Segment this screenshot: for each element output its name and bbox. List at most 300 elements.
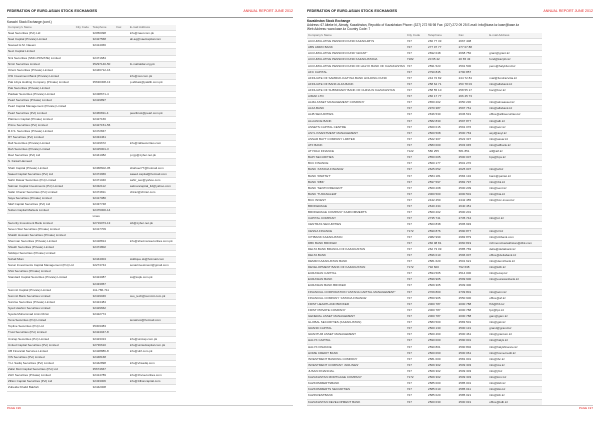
table-cell: 32427166 [92, 116, 116, 122]
left-footer-rule [7, 405, 293, 406]
table-cell: Nael Capital (Private) Limited [7, 37, 75, 43]
table-cell: 32418814 [92, 238, 116, 244]
table-cell: Rafi Securities (Private) Limited [7, 141, 75, 147]
table-cell: 2581 001 [458, 356, 489, 362]
table-cell: 727 [406, 179, 427, 185]
table-cell: Next Capital Limited [7, 49, 75, 55]
table-cell: 2667 408 [458, 39, 489, 45]
table-cell: Topline Securities (Pvt) Ltd [7, 324, 75, 330]
column-header: E-mail Address [488, 33, 542, 39]
table-cell: 727 [406, 362, 427, 368]
table-cell: info@cf.kz [488, 228, 542, 234]
table-cell: info@rbk.kz [488, 179, 542, 185]
table-cell: 32424047-8 [92, 330, 116, 336]
table-cell: 2585 021 [458, 393, 489, 399]
table-cell: Zubeida Khalid Bakhsh [7, 385, 75, 391]
table-cell: pens@halykfund.kz [488, 63, 542, 69]
table-cell: 277 07 88 [458, 45, 489, 51]
table-cell: info@bcc-invest.kz [488, 197, 542, 203]
table-cell: KAZKOMMERTSBANK [307, 381, 406, 387]
table-cell: 2442 455 [458, 197, 489, 203]
table-cell: 32417080 [92, 196, 116, 202]
table-cell: info@assar.kz [488, 136, 542, 142]
table-cell: ALFA BANK [307, 106, 406, 112]
table-cell: 258 55 10 [427, 87, 458, 93]
table-cell: 2442 450 [427, 197, 458, 203]
table-cell: 727 [406, 350, 427, 356]
table-cell: 2000 787 [427, 307, 458, 313]
column-header: E-mail Address [129, 25, 176, 31]
table-cell: 727 [406, 320, 427, 326]
table-cell: JUSAN FINANCIAL [307, 369, 406, 375]
table-cell: office@deltabank.kz [488, 252, 542, 258]
table-cell: 258 55 17 [458, 87, 489, 93]
table-cell: 2640 434 [427, 204, 458, 210]
table-cell: AIMAK LTD [307, 94, 406, 100]
table-cell: 262 73 09 [427, 246, 458, 252]
table-cell: 580 255 [427, 149, 458, 155]
table-cell: 2660 015 [427, 124, 458, 130]
table-cell: 727 [406, 112, 427, 118]
table-cell: 2503 838 [427, 222, 458, 228]
table-cell: 2735 744 [458, 216, 489, 222]
table-cell: DEVELOPMENT BANK OF KAZAKHSTAN [307, 265, 406, 271]
table-cell: 727 [406, 124, 427, 130]
table-cell: info@gsk.kz [488, 320, 542, 326]
table-cell: 2500 209 [458, 185, 489, 191]
table-cell: 727 [406, 161, 427, 167]
table-cell: 2522 337 [458, 136, 489, 142]
table-cell: 727 [406, 185, 427, 191]
table-cell: 32429662 [92, 306, 116, 312]
table-cell: info@alfabank.kz [488, 81, 542, 87]
table-cell: R.F.S. Securities (Private) Limited [7, 128, 75, 134]
table-cell: 32444004 [92, 257, 116, 263]
table-cell: BANK 'ASTANA FINANCE' [307, 167, 406, 173]
table-cell: 2501 621 [458, 259, 489, 265]
table-cell: tenatrust@hotmail.com [129, 318, 176, 324]
table-cell: Sultan Capital Markets Limited [7, 208, 75, 214]
table-cell: 2500 031 [458, 399, 489, 405]
table-cell: 2500 208 [427, 185, 458, 191]
table-cell: 32423313 [92, 336, 116, 342]
table-cell: info@kkb.kz [488, 381, 542, 387]
right-header-annual: ANNUAL REPORT JUNE 2012 [543, 9, 593, 13]
table-cell: Sherman Securities (Private) Limited [7, 238, 75, 244]
right-page [300, 0, 600, 424]
table-cell: 32419046 [92, 293, 116, 299]
table-cell: Syed Hashmi Securities Limited [7, 306, 75, 312]
table-cell: BCC INVEST [307, 197, 406, 203]
right-footer-rule [307, 405, 593, 406]
table-cell: Zillion Capital Securities (Pvt) Ltd [7, 379, 75, 385]
table-cell: info@alfabank.kz [488, 106, 542, 112]
table-cell: FIRST PRIVATE COMPANY [307, 307, 406, 313]
table-cell: 32434461 [92, 134, 116, 140]
table-cell: 2585 020 [427, 393, 458, 399]
table-cell: 727 [406, 344, 427, 350]
table-cell: info@shermansecurities.com.pk [129, 238, 176, 244]
table-cell: 32442008 [92, 385, 116, 391]
left-company-table [7, 25, 176, 392]
table-cell: 7172 [406, 228, 427, 234]
table-cell: 32474966 [92, 171, 116, 177]
table-cell: 32419897 [92, 98, 116, 104]
table-cell: DEMIR KAZAKHSTAN BANK [307, 259, 406, 265]
table-cell: fhb@fhb.kz [488, 301, 542, 307]
table-cell: BROKERAGE COMPANY KAZKOMMERTS [307, 210, 406, 216]
table-cell: VIS Securities (Pvt) Limited [7, 354, 75, 360]
table-cell: 727 [406, 173, 427, 179]
table-cell: Sahir Dawar Securities (Pvt) Limited [7, 177, 75, 183]
table-cell: 32441082 [92, 153, 116, 159]
table-cell: 2596 007 [458, 252, 489, 258]
table-cell: GRAND CAPITAL [307, 326, 406, 332]
table-cell: 727 [406, 326, 427, 332]
table-cell: Y.H. Sadiq Securities (Pvt) Limited [7, 361, 75, 367]
table-cell: 727 [406, 381, 427, 387]
table-cell: 2500 061 [458, 350, 489, 356]
table-cell: sahir_sec@yahoo.com [129, 177, 176, 183]
table-cell: 250 78 03 [458, 81, 489, 87]
table-cell: 32419672 [92, 141, 116, 147]
table-cell: ceo_tech@summit.com.pk [129, 293, 176, 299]
table-cell: 2636 530 [427, 112, 458, 118]
table-cell: 2500 177 [427, 161, 458, 167]
table-cell: info@bta.kz [488, 191, 542, 197]
table-cell: 2692 048 [427, 51, 458, 57]
table-cell: HALYK FINANCE [307, 344, 406, 350]
table-cell: KAZKOMMERTS SECURITIES [307, 387, 406, 393]
table-cell: 32424484 [92, 299, 116, 305]
table-cell: 727 [406, 81, 427, 87]
table-cell: 35297140-50 [92, 61, 116, 67]
table-cell: 2591 500 [458, 63, 489, 69]
table-cell: AFC CAPITAL [307, 69, 406, 75]
left-header [7, 9, 293, 17]
table-cell: info@almaasset.kz [488, 100, 542, 106]
table-cell: salmancapital_ltd@yahoo.com [129, 183, 176, 189]
table-cell: 727 [406, 332, 427, 338]
column-header: Fax [458, 33, 489, 39]
table-cell: 727 [406, 222, 427, 228]
table-cell: CITIBANK KAZAKHSTAN [307, 234, 406, 240]
table-cell: 35630308-13 [92, 79, 116, 85]
table-cell: 2590 001 [458, 338, 489, 344]
table-cell: Platinum Capital (Private) Limited [7, 116, 75, 122]
table-cell: 727 [406, 283, 427, 289]
right-header-title: FEDERATION OF EURO-ASIAN STOCK EXCHANGES [307, 9, 398, 13]
table-cell: GENERAL ASSET MANAGEMENT [307, 314, 406, 320]
table-cell: EURASIAN BANK BROKER [307, 283, 406, 289]
table-cell: gam@gam.kz [488, 314, 542, 320]
table-cell: info@vhsadiq.com [129, 361, 176, 367]
table-cell: 32433006 [92, 379, 116, 385]
table-cell: INVESTMENT BANKING COMPANY [307, 356, 406, 362]
table-cell: 727 [406, 338, 427, 344]
table-cell: pearltrust@pearl.com.pk [129, 110, 176, 116]
table-cell: Paidaar Securities (Private) Limited [7, 92, 75, 98]
table-cell: 792 600 [427, 265, 458, 271]
table-cell: 2503 045 [458, 142, 489, 148]
table-cell: info@jf.kz [488, 369, 542, 375]
table-cell: 2597 877 [458, 118, 489, 124]
table-cell: 2597 597 [427, 179, 458, 185]
table-cell: ALLIANCE BANK [307, 118, 406, 124]
table-cell: 2590 802 [458, 344, 489, 350]
table-cell: 727 [406, 216, 427, 222]
table-cell: info@cc.kz [488, 216, 542, 222]
table-cell: Salman Capital Investments (Pvt) Limited [7, 183, 75, 189]
table-cell: info@kib.kz [488, 393, 542, 399]
table-cell: Prime Securities (Pvt) Limited [7, 122, 75, 128]
table-cell: 727 [406, 51, 427, 57]
table-cell: 2000 788 [458, 307, 489, 313]
table-cell: asyl@asyl.kz [488, 130, 542, 136]
table-cell: Seven Star Securities (Private) Limited [7, 226, 75, 232]
table-cell: 2590 801 [427, 344, 458, 350]
right-page-number: PAGE 197 [579, 406, 593, 410]
table-cell: sib@cyber.net.pk [129, 220, 176, 226]
table-cell: 2982 999 [427, 234, 458, 240]
left-intro: Karachi Stock Exchange (cont.) [7, 20, 52, 24]
table-cell: S. Faisal Hameed [7, 159, 75, 165]
table-cell: mail@fundrazvitia.kz [488, 75, 542, 81]
table-cell: 2500 763 [458, 130, 489, 136]
table-cell: 2595 993 [458, 222, 489, 228]
table-cell: 32474811 [92, 189, 116, 195]
table-cell: Pearl Securities (Private) Limited [7, 98, 75, 104]
table-cell: 32428886-8 [92, 348, 116, 354]
right-intro [307, 19, 593, 31]
table-cell: 2585 010 [427, 387, 458, 393]
table-cell: GRANTUM ASSET MANAGEMENT [307, 332, 406, 338]
table-cell: DELTA BANK [307, 252, 406, 258]
table-cell: 2582 797 [458, 179, 489, 185]
table-cell: Rah Securities (Private) Limited [7, 147, 75, 153]
table-cell: 2591 076 [458, 124, 489, 130]
table-cell: 2501 270 [458, 161, 489, 167]
table-cell: 2000 787 [427, 301, 458, 307]
table-cell: 727 [406, 399, 427, 405]
table-cell: 2640 451 [458, 204, 489, 210]
table-cell: 32471040 [92, 177, 116, 183]
table-cell: Pearl Securities (Pvt) Limited [7, 110, 75, 116]
table-cell: BANK 'TURANALEM' [307, 191, 406, 197]
table-cell: BANK 'PARITET' [307, 173, 406, 179]
table-cell: 727 [406, 271, 427, 277]
table-cell: 727 [406, 142, 427, 148]
table-cell: 32433957 [92, 281, 116, 287]
table-cell: 7172 [406, 265, 427, 271]
table-cell: 2668 750 [458, 51, 489, 57]
table-cell: info@grantum.kz [488, 332, 542, 338]
table-cell: 2509 302 [427, 375, 458, 381]
table-cell: HALYK CAPITAL [307, 338, 406, 344]
table-cell: Nimir Securities Limited [7, 61, 75, 67]
table-cell: grand@grand.kz [488, 326, 542, 332]
table-cell: ALIB SECURITIES [307, 112, 406, 118]
table-cell: info@acc.kz [488, 124, 542, 130]
table-cell [129, 385, 176, 391]
table-cell: CENTRAS SECURITIES [307, 222, 406, 228]
table-cell: CAPITAL COMPANY [307, 216, 406, 222]
table-cell: BCC FINANCE [307, 161, 406, 167]
table-cell: info@ica.kz [488, 362, 542, 368]
table-cell: 32446712-16 [92, 67, 116, 73]
table-cell: 111-786-711 [92, 287, 116, 293]
table-cell: ACCUMULATIVE PENSION FUND OF HALYK BANK OF KAZAKHSTAN [308, 63, 405, 68]
table-cell: ALMA ASSET MANAGEMENT COMPANY [307, 100, 406, 106]
left-header-annual: ANNUAL REPORT JUNE 2012 [243, 9, 293, 13]
table-cell: 32417709 [92, 226, 116, 232]
table-cell: Sunrise Securities (Private) Limited [7, 299, 75, 305]
table-cell: info@kmc.kz [488, 375, 542, 381]
table-cell: Unicap Securities (Pvt) Limited [7, 336, 75, 342]
table-cell: Ravi Securities (Pvt) Ltd [7, 153, 75, 159]
table-cell: grant@grant.kz [488, 51, 542, 57]
table-cell: info@atfbank.kz [488, 142, 542, 148]
table-cell: 32474802 [92, 244, 116, 250]
table-cell: Orient Securities (Private) Limited [7, 67, 75, 73]
table-cell: info@af.kz [488, 167, 542, 173]
table-cell: 2585 001 [458, 381, 489, 387]
table-cell: 32466811-4 [92, 110, 116, 116]
table-cell: 727 [406, 130, 427, 136]
table-cell: 32427151-56 [92, 122, 116, 128]
table-cell: CESNA FINANCE [307, 228, 406, 234]
table-cell: 2583 500 [427, 320, 458, 326]
table-cell: info@osi.com.pk [129, 73, 176, 79]
column-header: City Code [406, 33, 427, 39]
table-cell: info@citibank.com [488, 234, 542, 240]
table-cell: 2625 007 [458, 167, 489, 173]
table-cell: 32448168 [92, 354, 116, 360]
table-cell: ASSETS CAPITAL CENTRE [307, 124, 406, 130]
table-cell: FINANCIAL COMPANY 'ASTANA FINANCE' [307, 295, 406, 301]
table-cell: info@ecap.kz [488, 271, 542, 277]
table-cell: OSI Investment Bank (Private) Limited [7, 73, 75, 79]
table-cell: GLOBAL SECURITIES (KAZAKHSTAN) [307, 320, 406, 326]
table-cell: 2596 010 [427, 252, 458, 258]
table-cell: SEZ Capital Securities (Pvt) Ltd [7, 202, 75, 208]
table-cell: 2500 461 [458, 332, 489, 338]
table-cell: boc@boc.kz [488, 87, 542, 93]
table-cell: 35674667 [92, 367, 116, 373]
table-cell: ACCUMULATIVE PENSION FUND 'GRANT' [307, 51, 406, 57]
table-cell: 2599 900 [458, 277, 489, 283]
table-cell: ASYL INVESTMENT MANAGEMENT [307, 130, 406, 136]
table-cell: 244 72 84 [458, 75, 489, 81]
table-cell: info@kks.kz [488, 387, 542, 393]
table-cell: 792 638 [458, 265, 489, 271]
table-cell: 2636 531 [458, 112, 489, 118]
table-cell: shahsec77@hotmail.com [129, 165, 176, 171]
table-cell: office@kdb.kz [488, 399, 542, 405]
table-cell: 727 [406, 301, 427, 307]
table-cell: 2790 845 [427, 69, 458, 75]
table-cell: info@zillioncapital.com [129, 379, 176, 385]
table-cell: BAPI SECURITIES [307, 155, 406, 161]
table-cell: 2583 000 [427, 142, 458, 148]
right-intro-web: Web Address: www.kase.kz Country Code: 7 [307, 27, 371, 31]
table-cell: INVESTMENT COMPANY 'AIRLINES' [307, 362, 406, 368]
table-cell: info@ubf.com.pk [129, 348, 176, 354]
table-cell: 32438671-4 [92, 92, 116, 98]
table-cell: 2509 302 [427, 362, 458, 368]
table-cell: 7122 [406, 149, 427, 155]
table-cell: ACCUMULATIVE PENSION FUND KAZAKHSTANA [307, 57, 406, 63]
table-cell: 2581 000 [427, 356, 458, 362]
table-cell: 2500 201 [458, 210, 489, 216]
table-cell: Nael Securities (Pvt) Ltd [7, 31, 75, 37]
table-cell: 2594 505 [427, 271, 458, 277]
table-cell: 32427568 [92, 37, 116, 43]
table-cell: 727 [406, 69, 427, 75]
table-cell: 727 [406, 369, 427, 375]
table-cell: 32432112 [92, 183, 116, 189]
table-cell: Pak Libya Holding Company (Private) Limited [7, 79, 75, 85]
table-cell: info@unitedcapital.com.pk [129, 342, 176, 348]
table-cell: 2500 131 [458, 326, 489, 332]
right-header-rule [307, 17, 593, 18]
table-cell: Shiekh Securities (Private) Limited [7, 244, 75, 250]
table-cell: UB Financial Services Limited [7, 348, 75, 354]
table-cell: fpc@fpc.kz [488, 307, 542, 313]
table-cell: 2599 905 [427, 277, 458, 283]
table-cell: 2500 130 [427, 326, 458, 332]
table-cell: EURASIAN CAPITAL [307, 271, 406, 277]
table-cell: 727 [406, 45, 427, 51]
table-cell: 2509 303 [458, 375, 489, 381]
table-cell: 727 [406, 197, 427, 203]
table-cell: 2500 007 [458, 155, 489, 161]
table-cell: 727 [406, 155, 427, 161]
table-cell: chiraz@chiraz.com [129, 189, 176, 195]
table-cell: 727 [406, 106, 427, 112]
table-cell: Saya Securities (Private) Limited [7, 196, 75, 202]
table-cell: FIRST HEARTLAND BROKER [307, 301, 406, 307]
right-intro-address: Address: 67 Aiteke bi, Almaty, Kazakhstan, Republic of Kazakhstan Phone: (327) 272 98 98 Fax: (327) 272 09 25 E-mail: info@kase.kz kase@kase.kz [307, 23, 520, 27]
table-cell: AFFILIATE OF SAMRUK-KAZYNA BANK HOLDING FUND [307, 75, 406, 81]
table-cell: ZHV Securities (Private) Limited [7, 373, 75, 379]
table-cell: Pak Securities (Private) Limited [7, 86, 75, 92]
right-company-table [307, 33, 542, 406]
table-cell: 2550 005 [427, 155, 458, 161]
table-cell: SSA Securities (Private) Limited [7, 269, 75, 275]
table-cell: info@nael.com.pk [129, 31, 176, 37]
table-cell: 2000 500 [427, 191, 458, 197]
table-cell: Sonar Investments Capital Management (Pvt) Ltd [8, 263, 74, 268]
table-cell: 258 64 71 [427, 81, 458, 87]
table-cell: info@homecredit.kz [488, 350, 542, 356]
table-cell: United Capital Securities (Pvt) Limited [7, 342, 75, 348]
table-cell: siddique.sk@hotmail.com [129, 257, 176, 263]
table-cell: 2584 132 [458, 173, 489, 179]
table-cell: Shaikh Hussain Securities (Private) Limited [7, 232, 75, 238]
table-cell: 2000 788 [458, 314, 489, 320]
table-cell: 727 [406, 240, 427, 246]
left-page-number: PAGE 196 [7, 406, 21, 410]
table-cell: info@acm.kz [488, 289, 542, 295]
table-cell: 32414066 [92, 43, 116, 49]
table-cell: 727 [406, 210, 427, 216]
table-cell: Nini Securities (SMC-PRIVATE) Limited [7, 55, 75, 61]
table-cell: 32736610 [92, 342, 116, 348]
table-cell: 2660 819 [458, 240, 489, 246]
table-cell: 727 [406, 167, 427, 173]
table-cell: 2650 202 [427, 100, 458, 106]
